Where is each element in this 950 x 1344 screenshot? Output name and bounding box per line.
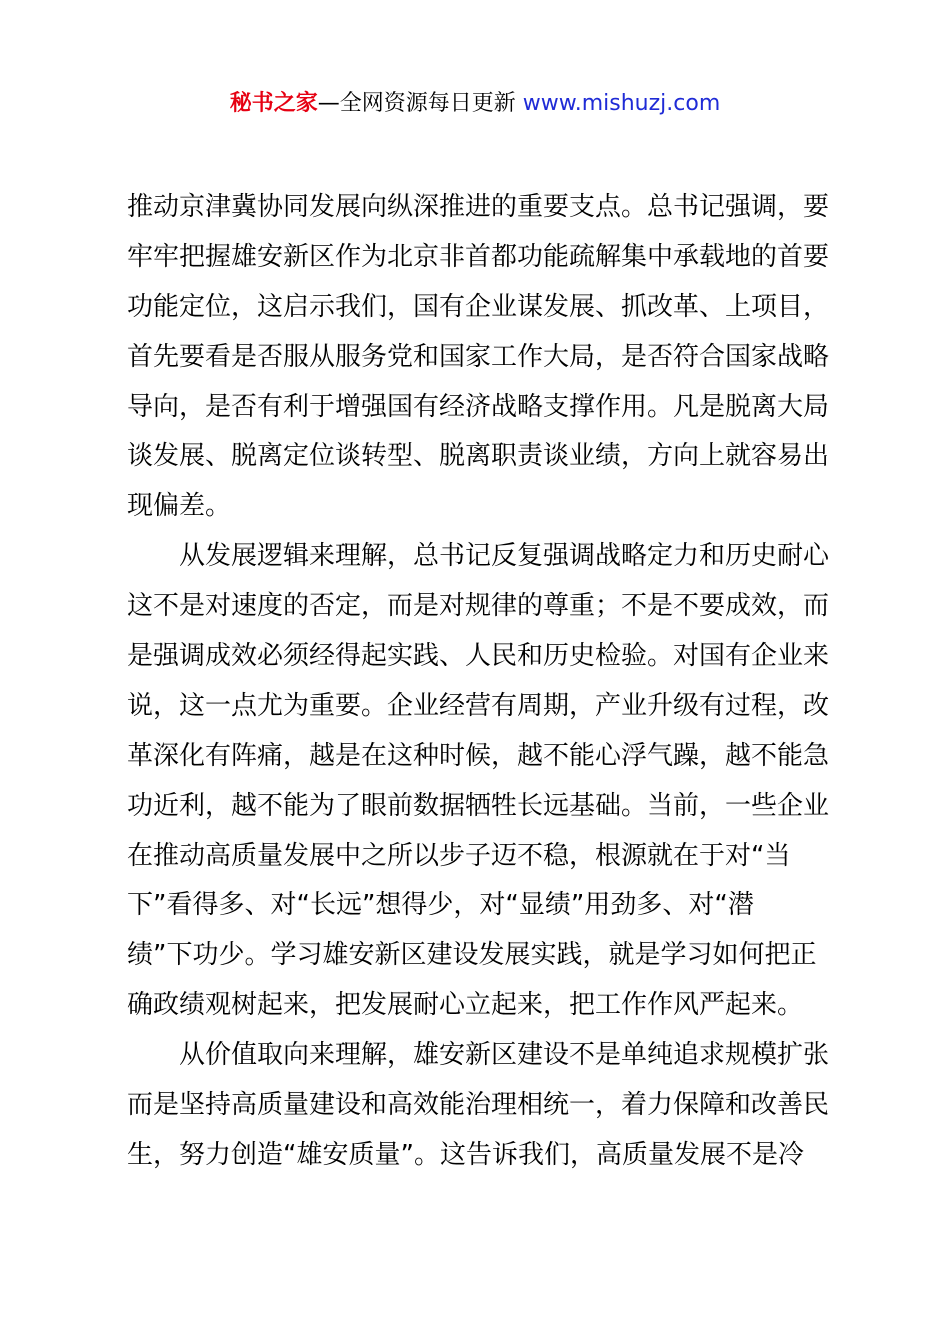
text-line: 推动京津冀协同发展向纵深推进的重要支点。总书记强调，要: [127, 192, 830, 222]
site-url-link[interactable]: www.mishuzj.com: [522, 91, 721, 116]
text-line: 这不是对速度的否定，而是对规律的尊重；不是不要成效，而: [127, 591, 830, 622]
text-line: 现偏差。: [127, 491, 232, 522]
paragraph-first-line: 从发展逻辑来理解，总书记反复强调战略定力和历史耐心: [179, 541, 830, 572]
text-line: 功能定位，这启示我们，国有企业谋发展、抓改革、上项目，: [127, 291, 830, 322]
text-line: 导向，是否有利于增强国有经济战略支撑作用。凡是脱离大局: [127, 391, 830, 422]
text-line: 首先要看是否服从服务党和国家工作大局，是否符合国家战略: [127, 341, 830, 372]
document-body: [127, 183, 839, 1181]
text-line: 确政绩观树起来，把发展耐心立起来，把工作作风严起来。: [127, 990, 804, 1021]
text-line: 绩”下功少。学习雄安新区建设发展实践，就是学习如何把正: [127, 940, 817, 971]
text-line: 下”看得多、对“长远”想得少，对“显绩”用劲多、对“潜: [127, 890, 754, 921]
paragraph-first-line: 从价值取向来理解，雄安新区建设不是单纯追求规模扩张: [179, 1040, 830, 1071]
text-line: 生，努力创造“雄安质量”。这告诉我们，高质量发展不是冷: [127, 1139, 804, 1170]
text-line: 说，这一点尤为重要。企业经营有周期，产业升级有过程，改: [127, 690, 830, 721]
site-header: [0, 88, 950, 120]
text-line: 功近利，越不能为了眼前数据牺牲长远基础。当前，一些企业: [127, 790, 830, 821]
text-line: 在推动高质量发展中之所以步子迈不稳，根源就在于对“当: [127, 840, 791, 871]
site-brand-name: 秘书之家: [229, 91, 318, 116]
text-line: 革深化有阵痛，越是在这种时候，越不能心浮气躁，越不能急: [127, 740, 830, 771]
text-line: 而是坚持高质量建设和高效能治理相统一，着力保障和改善民: [127, 1090, 830, 1121]
text-line: 是强调成效必须经得起实践、人民和历史检验。对国有企业来: [127, 641, 830, 672]
site-tagline: —全网资源每日更新: [317, 91, 516, 116]
text-line: 谈发展、脱离定位谈转型、脱离职责谈业绩，方向上就容易出: [127, 441, 830, 472]
text-line: 牢牢把握雄安新区作为北京非首都功能疏解集中承载地的首要: [127, 241, 830, 272]
